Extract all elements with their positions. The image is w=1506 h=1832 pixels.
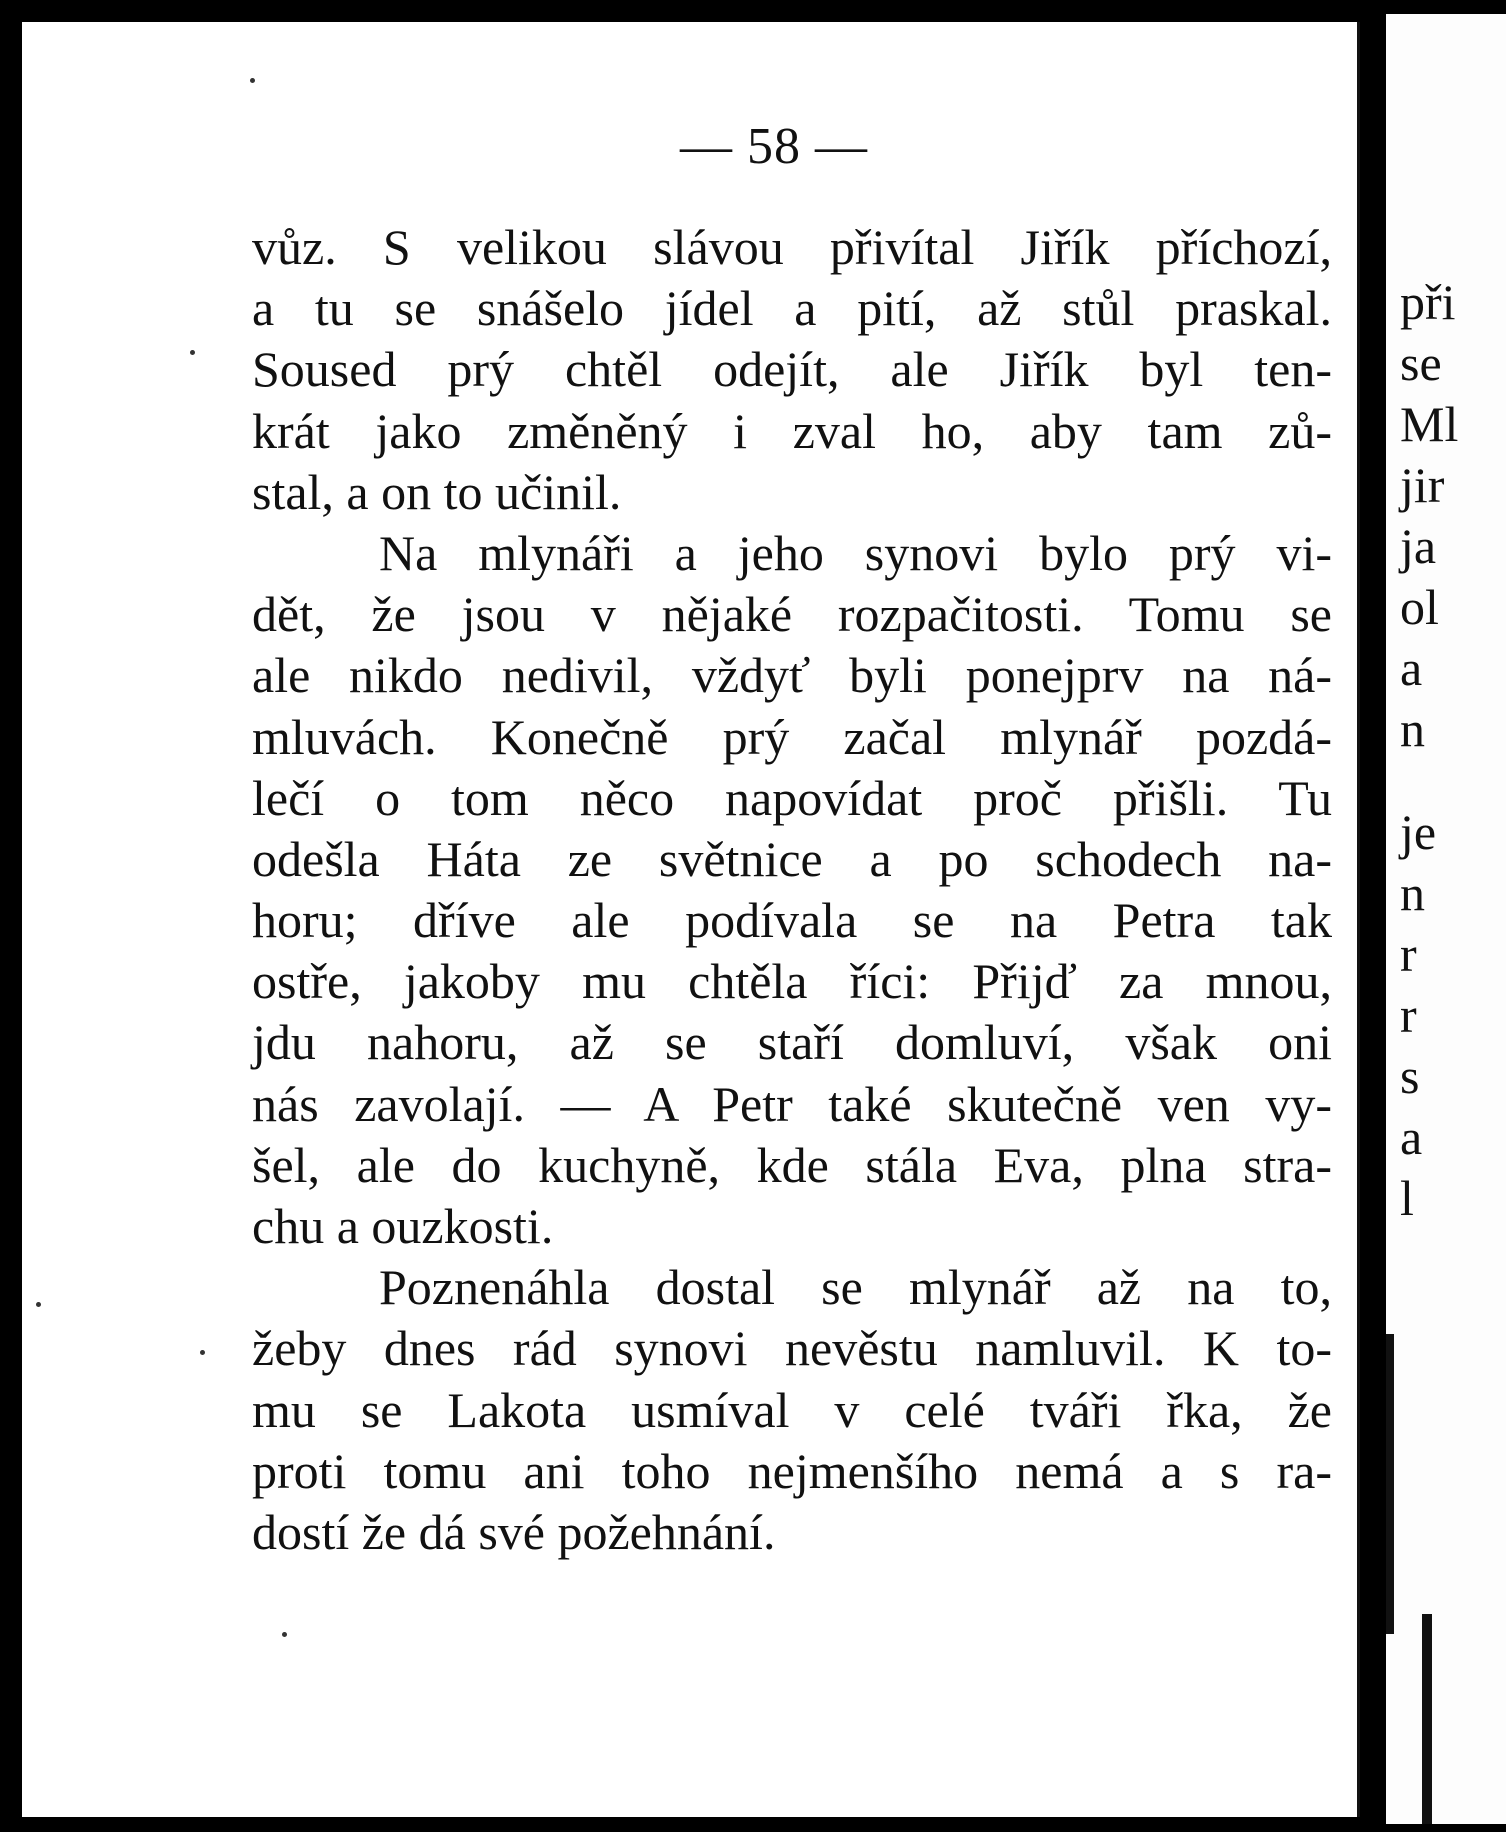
- text-line: a tu se snášelo jídel a pití, až stůl praskal.: [252, 280, 1332, 337]
- scan-speck: [190, 350, 195, 355]
- scan-speck: [36, 1302, 41, 1307]
- fragment-text: n: [1400, 865, 1425, 921]
- facing-page-edge: [1386, 14, 1506, 1824]
- text-line: mu se Lakota usmíval v celé tváři řka, že: [252, 1381, 1332, 1438]
- text-line: jdu nahoru, až se staří domluví, však oni: [252, 1014, 1332, 1071]
- text-line: vůz. S velikou slávou přivítal Jiřík příchozí,: [252, 219, 1332, 275]
- text-line: Soused prý chtěl odejít, ale Jiřík byl ten-: [252, 341, 1332, 398]
- text-line: nás zavolají. — A Petr také skutečně ven vy-: [252, 1075, 1332, 1132]
- fragment-text: a: [1400, 640, 1423, 696]
- page-edge-shadow: [1386, 1334, 1394, 1634]
- text-line: dostí že dá své požehnání.: [252, 1503, 776, 1560]
- scan-speck: [200, 1350, 205, 1355]
- text-line: odešla Háta ze světnice a po schodech na-: [252, 830, 1332, 887]
- text-line: dět, že jsou v nějaké rozpačitosti. Tomu se: [252, 586, 1332, 643]
- body-text: [252, 217, 1332, 1563]
- fragment-text: l: [1400, 1170, 1414, 1226]
- text-line: ale nikdo nedivil, vždyť byli ponejprv na ná-: [252, 647, 1332, 704]
- text-line: mluvách. Konečně prý začal mlynář pozdá-: [252, 708, 1332, 765]
- page-number: — 58 —: [680, 118, 868, 175]
- fragment-text: při: [1400, 274, 1456, 330]
- text-line: lečí o tom něco napovídat proč přišli. Tu: [252, 769, 1332, 826]
- text-line: chu a ouzkosti.: [252, 1198, 554, 1254]
- text-line: horu; dříve ale podívala se na Petra tak: [252, 892, 1332, 949]
- facing-page-fragments: [1400, 272, 1506, 1229]
- fragment-text: r: [1400, 926, 1417, 982]
- fragment-text: s: [1400, 1048, 1420, 1104]
- fragment-text: jir: [1400, 457, 1445, 513]
- scan-speck: [250, 78, 255, 83]
- text-line: krát jako změněný i zval ho, aby tam zů-: [252, 402, 1332, 459]
- fragment-text: ol: [1400, 579, 1439, 635]
- fragment-text: je: [1400, 804, 1437, 860]
- text-line: stal, a on to učinil.: [252, 463, 622, 520]
- text-line: ostře, jakoby mu chtěla říci: Přijď za mnou,: [252, 953, 1332, 1010]
- fragment-text: ja: [1400, 518, 1437, 574]
- fragment-text: a: [1400, 1109, 1423, 1165]
- fragment-text: Ml: [1400, 396, 1459, 452]
- fragment-text: r: [1400, 987, 1417, 1043]
- text-line: Poznenáhla dostal se mlynář až na to,: [379, 1259, 1332, 1316]
- scan-speck: [282, 1632, 287, 1637]
- text-line: proti tomu ani toho nejmenšího nemá a s ra-: [252, 1442, 1332, 1499]
- page-edge-shadow: [1422, 1614, 1432, 1824]
- text-line: Na mlynáři a jeho synovi bylo prý vi-: [379, 524, 1332, 581]
- text-line: žeby dnes rád synovi nevěstu namluvil. K to-: [252, 1320, 1332, 1377]
- fragment-text: se: [1400, 335, 1442, 391]
- text-line: šel, ale do kuchyně, kde stála Eva, plna stra-: [252, 1136, 1332, 1193]
- fragment-text: n: [1400, 701, 1425, 757]
- left-page: [22, 22, 1360, 1817]
